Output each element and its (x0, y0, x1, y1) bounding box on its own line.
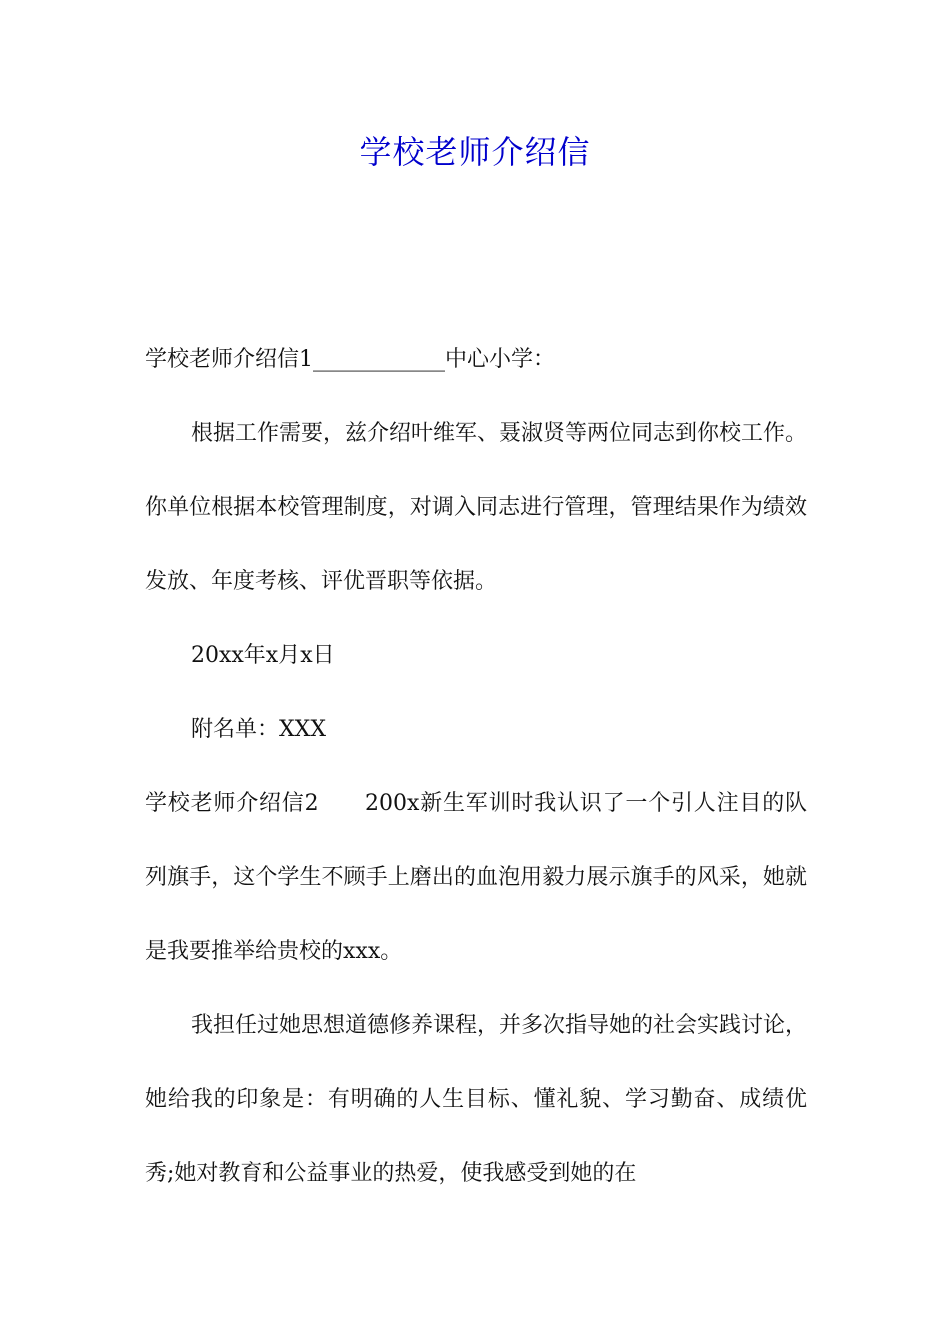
paragraph-2: 根据工作需要，兹介绍叶维军、聂淑贤等两位同志到你校工作。你单位根据本校管理制度，对调入同志进行管理，管理结果作为绩效发放、年度考核、评优晋职等依据。 (145, 421, 808, 594)
document-body (145, 323, 807, 1211)
paragraph-3: 学校老师介绍信2 200x新生军训时我认识了一个引人注目的队列旗手，这个学生不顾手上磨出的血泡用毅力展示旗手的风采，她就是我要推举给贵校的xxx。 (145, 791, 807, 964)
document-title: 学校老师介绍信 (359, 133, 591, 171)
paragraph-date: 20xx年x月x日 (191, 643, 335, 668)
paragraph-attachment: 附名单：XXX (191, 717, 326, 742)
paragraph-1: 学校老师介绍信1____________中心小学： (145, 347, 555, 372)
paragraph-4: 我担任过她思想道德修养课程，并多次指导她的社会实践讨论，她给我的印象是：有明确的人生目标、懂礼貌、学习勤奋、成绩优秀;她对教育和公益事业的热爱，使我感受到她的在 (145, 1013, 808, 1186)
